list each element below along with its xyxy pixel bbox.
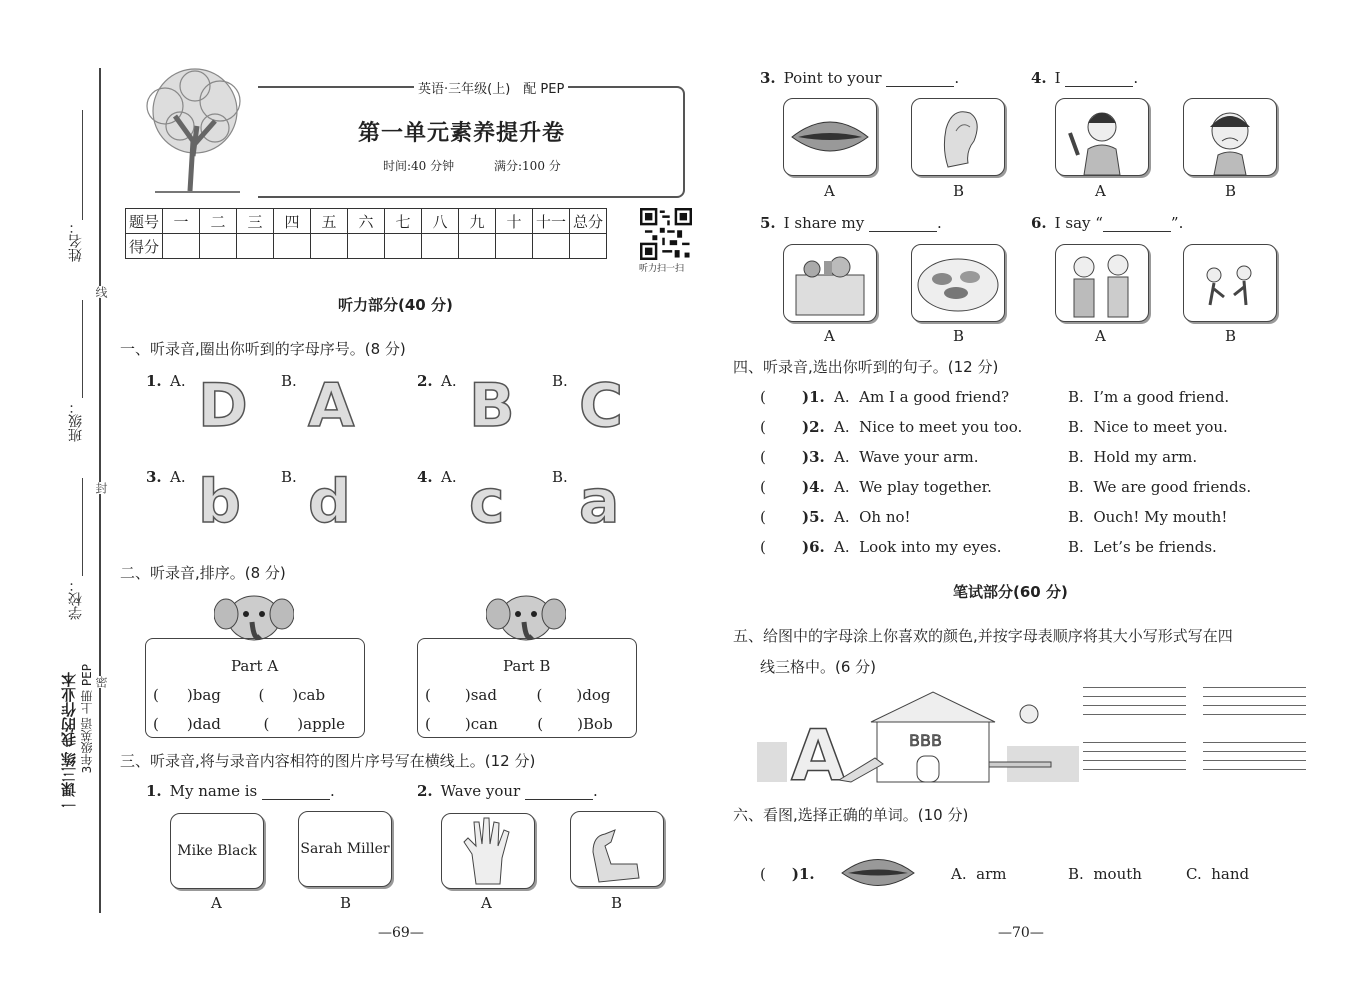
row-number: )6. bbox=[802, 538, 825, 556]
letters-scene bbox=[757, 686, 1079, 786]
toy-box-icon bbox=[784, 245, 876, 321]
label-a: A bbox=[481, 894, 492, 912]
row-number: )1. bbox=[802, 388, 825, 406]
score-header-cell: 七 bbox=[385, 209, 422, 234]
section6-title: 六、看图,选择正确的单词。(10 分) bbox=[733, 806, 969, 824]
exam-full-score: 满分:100 分 bbox=[494, 159, 561, 173]
option-a[interactable]: A. Nice to meet you too. bbox=[834, 418, 1023, 436]
option-a[interactable]: A. Oh no! bbox=[834, 508, 911, 526]
food-picture bbox=[911, 244, 1005, 322]
label-a: A bbox=[824, 182, 835, 200]
answer-blank[interactable] bbox=[525, 785, 593, 800]
answer-blank[interactable] bbox=[1065, 72, 1133, 87]
s3-question-3: 3. Point to your . bbox=[760, 69, 960, 87]
option-a[interactable]: A. Wave your arm. bbox=[834, 448, 979, 466]
class-label: 班级： bbox=[68, 400, 84, 442]
score-cell[interactable] bbox=[570, 234, 607, 259]
answer-blank[interactable] bbox=[869, 217, 937, 232]
item-number: 2. bbox=[417, 372, 433, 390]
part-b-title: Part B bbox=[503, 657, 551, 675]
answer-blank[interactable] bbox=[886, 72, 954, 87]
girl-crying-picture bbox=[1183, 98, 1277, 176]
letter-picture-a[interactable]: B bbox=[469, 371, 515, 441]
score-cell[interactable] bbox=[311, 234, 348, 259]
name-card-a: Mike Black bbox=[170, 813, 264, 889]
option-b[interactable]: B. Nice to meet you. bbox=[1068, 418, 1228, 436]
word-dog: dog bbox=[582, 686, 611, 704]
answer-blank[interactable] bbox=[262, 785, 330, 800]
score-header-row bbox=[126, 209, 607, 234]
four-line-grid-2[interactable] bbox=[1203, 687, 1306, 723]
answer-blank[interactable] bbox=[1103, 217, 1171, 232]
score-cell[interactable] bbox=[496, 234, 533, 259]
big-letter: A bbox=[791, 715, 846, 786]
four-line-grid-1[interactable] bbox=[1083, 687, 1186, 723]
word-bag: bag bbox=[192, 686, 221, 704]
school-label: 学校： bbox=[68, 578, 84, 620]
score-table bbox=[125, 208, 607, 259]
score-header-cell: 九 bbox=[459, 209, 496, 234]
part-b-row2: ( )can ( )Bob bbox=[425, 715, 613, 733]
exam-time: 时间:40 分钟 bbox=[383, 159, 455, 173]
score-value-row bbox=[126, 234, 607, 259]
written-title: 笔试部分(60 分) bbox=[953, 583, 1068, 601]
s3-question-5: 5. I share my . bbox=[760, 214, 942, 232]
label-a: A bbox=[1095, 327, 1106, 345]
label-b: B bbox=[953, 327, 965, 345]
house-letters: BBB bbox=[909, 731, 942, 750]
crying-girl-icon bbox=[1184, 99, 1276, 175]
score-header-cell: 十一 bbox=[533, 209, 570, 234]
letter-picture-b[interactable]: d bbox=[308, 467, 351, 537]
section1-title: 一、听录音,圈出你听到的字母序号。(8 分) bbox=[120, 340, 406, 358]
qr-caption: 听力扫一扫 bbox=[639, 264, 685, 274]
label-b: B bbox=[611, 894, 623, 912]
letter-picture-a[interactable]: D bbox=[198, 371, 248, 441]
page-number-right: —70— bbox=[998, 925, 1044, 941]
s3-question-4: 4. I . bbox=[1031, 69, 1139, 87]
item-number: 1. bbox=[146, 372, 162, 390]
score-header-cell: 六 bbox=[348, 209, 385, 234]
score-header-cell: 十 bbox=[496, 209, 533, 234]
option-a-label[interactable]: A. bbox=[170, 468, 186, 486]
word-apple: apple bbox=[303, 715, 345, 733]
row-number: )3. bbox=[802, 448, 825, 466]
page-title: 第一单元素养提升卷 bbox=[358, 120, 566, 146]
item-number: 3. bbox=[146, 468, 162, 486]
option-a[interactable]: A. Am I a good friend? bbox=[834, 388, 1010, 406]
label-a: A bbox=[824, 327, 835, 345]
option-b-label[interactable]: B. bbox=[552, 468, 568, 486]
score-header-cell: 三 bbox=[237, 209, 274, 234]
school-underline bbox=[82, 478, 83, 576]
s3-question-1: 1. My name is . bbox=[146, 782, 335, 800]
hand-icon bbox=[442, 814, 534, 888]
ear-icon bbox=[912, 99, 1004, 175]
part-a-row1: ( )bag ( )cab bbox=[153, 686, 326, 704]
score-cell[interactable] bbox=[459, 234, 496, 259]
label-b: B bbox=[953, 182, 965, 200]
item-number: 4. bbox=[417, 468, 433, 486]
girl-icon bbox=[1056, 99, 1148, 175]
mouth-icon bbox=[838, 850, 918, 896]
arm-picture bbox=[570, 811, 664, 887]
option-b[interactable]: B. Ouch! My mouth! bbox=[1068, 508, 1228, 526]
letter-picture-b[interactable]: C bbox=[579, 371, 624, 441]
brand-title: 一课三练 我的作业本 bbox=[60, 672, 78, 813]
s3-question-2: 2. Wave your . bbox=[417, 782, 598, 800]
score-cell[interactable] bbox=[163, 234, 200, 259]
score-cell[interactable] bbox=[348, 234, 385, 259]
label-a: A bbox=[1095, 182, 1106, 200]
s6-option-c[interactable]: C. hand bbox=[1186, 865, 1250, 883]
boys-talking-picture bbox=[1055, 244, 1149, 322]
mouth-picture bbox=[783, 98, 877, 176]
score-header-cell: 总分 bbox=[570, 209, 607, 234]
name-underline bbox=[82, 110, 83, 220]
score-header-cell: 四 bbox=[274, 209, 311, 234]
option-b[interactable]: B. I’m a good friend. bbox=[1068, 388, 1230, 406]
score-header-cell: 二 bbox=[200, 209, 237, 234]
letter-picture-b[interactable]: a bbox=[579, 467, 620, 537]
s3-question-6: 6. I say “ ”. bbox=[1031, 214, 1184, 232]
letter-picture-a[interactable]: b bbox=[198, 467, 241, 537]
cut-seal-mark: 封 bbox=[94, 482, 108, 494]
listening-title: 听力部分(40 分) bbox=[338, 296, 453, 314]
word-can: can bbox=[470, 715, 498, 733]
hand-picture bbox=[441, 813, 535, 889]
row-number: )2. bbox=[802, 418, 825, 436]
food-icon bbox=[912, 245, 1004, 321]
letter-picture-a[interactable]: c bbox=[469, 467, 505, 537]
class-underline bbox=[82, 300, 83, 398]
score-cell[interactable] bbox=[200, 234, 237, 259]
option-a-label[interactable]: A. bbox=[441, 372, 457, 390]
paren-open: ( bbox=[760, 478, 766, 496]
running-kids-icon bbox=[1184, 245, 1276, 321]
option-b-label[interactable]: B. bbox=[281, 372, 297, 390]
score-cell[interactable] bbox=[533, 234, 570, 259]
section5-title-line2: 线三格中。(6 分) bbox=[760, 658, 877, 676]
option-a[interactable]: A. We play together. bbox=[834, 478, 992, 496]
score-header-cell: 题号 bbox=[126, 209, 163, 234]
option-b-label[interactable]: B. bbox=[552, 372, 568, 390]
girl-waving-picture bbox=[1055, 98, 1149, 176]
row-number: )4. bbox=[802, 478, 825, 496]
section2-title: 二、听录音,排序。(8 分) bbox=[120, 564, 286, 582]
name-card-b: Sarah Miller bbox=[298, 811, 392, 887]
name-label: 姓名： bbox=[68, 220, 84, 262]
paren-open: ( bbox=[760, 538, 766, 556]
four-line-grid-4[interactable] bbox=[1203, 742, 1306, 778]
brand-subtitle: 3年级英语 上册 PEP bbox=[80, 664, 94, 774]
s6-q1-number: )1. bbox=[791, 865, 815, 883]
ear-picture bbox=[911, 98, 1005, 176]
paren-open: ( bbox=[760, 388, 766, 406]
subject-line: 英语·三年级(上) 配 PEP bbox=[414, 78, 568, 97]
score-header-cell: 一 bbox=[163, 209, 200, 234]
label-b: B bbox=[1225, 182, 1237, 200]
cut-line-mark: 线 bbox=[94, 286, 108, 298]
score-header-cell: 八 bbox=[422, 209, 459, 234]
option-a-label[interactable]: A. bbox=[441, 468, 457, 486]
score-cell[interactable] bbox=[237, 234, 274, 259]
part-a-row2: ( )dad ( )apple bbox=[153, 715, 345, 733]
mouth-icon bbox=[784, 99, 876, 175]
section5-title-line1: 五、给图中的字母涂上你喜欢的颜色,并按字母表顺序将其大小写形式写在四 bbox=[733, 627, 1233, 645]
word-cab: cab bbox=[298, 686, 326, 704]
letter-picture-b[interactable]: A bbox=[308, 371, 355, 441]
word-bob: Bob bbox=[583, 715, 613, 733]
qr-code[interactable] bbox=[640, 208, 692, 260]
boys-icon bbox=[1056, 245, 1148, 321]
option-a[interactable]: A. Look into my eyes. bbox=[834, 538, 1002, 556]
part-a-title: Part A bbox=[231, 657, 279, 675]
word-sad: sad bbox=[470, 686, 497, 704]
cut-secret-mark: 密 bbox=[94, 676, 108, 688]
paren-open: ( bbox=[760, 508, 766, 526]
option-a-label[interactable]: A. bbox=[170, 372, 186, 390]
part-b-row1: ( )sad ( )dog bbox=[425, 686, 611, 704]
section4-title: 四、听录音,选出你听到的句子。(12 分) bbox=[733, 358, 999, 376]
tree-illustration bbox=[125, 66, 265, 196]
kids-running-picture bbox=[1183, 244, 1277, 322]
s6-option-b[interactable]: B. mouth bbox=[1068, 865, 1142, 883]
word-dad: dad bbox=[192, 715, 221, 733]
score-header-cell: 五 bbox=[311, 209, 348, 234]
score-cell[interactable] bbox=[274, 234, 311, 259]
label-b: B bbox=[1225, 327, 1237, 345]
label-a: A bbox=[211, 894, 222, 912]
score-row-label: 得分 bbox=[126, 234, 163, 259]
score-cell[interactable] bbox=[385, 234, 422, 259]
toy-box-picture bbox=[783, 244, 877, 322]
paren-open: ( bbox=[760, 418, 766, 436]
section3-title: 三、听录音,将与录音内容相符的图片序号写在横线上。(12 分) bbox=[120, 752, 536, 770]
s6-question-1: ( )1. bbox=[760, 865, 815, 883]
paren-open: ( bbox=[760, 448, 766, 466]
option-b[interactable]: B. We are good friends. bbox=[1068, 478, 1252, 496]
row-number: )5. bbox=[802, 508, 825, 526]
label-b: B bbox=[340, 894, 352, 912]
option-b-label[interactable]: B. bbox=[281, 468, 297, 486]
arm-icon bbox=[571, 812, 663, 886]
s6-option-a[interactable]: A. arm bbox=[951, 865, 1007, 883]
option-b[interactable]: B. Let’s be friends. bbox=[1068, 538, 1217, 556]
score-cell[interactable] bbox=[422, 234, 459, 259]
page-number-left: —69— bbox=[378, 925, 424, 941]
four-line-grid-3[interactable] bbox=[1083, 742, 1186, 778]
option-b[interactable]: B. Hold my arm. bbox=[1068, 448, 1198, 466]
